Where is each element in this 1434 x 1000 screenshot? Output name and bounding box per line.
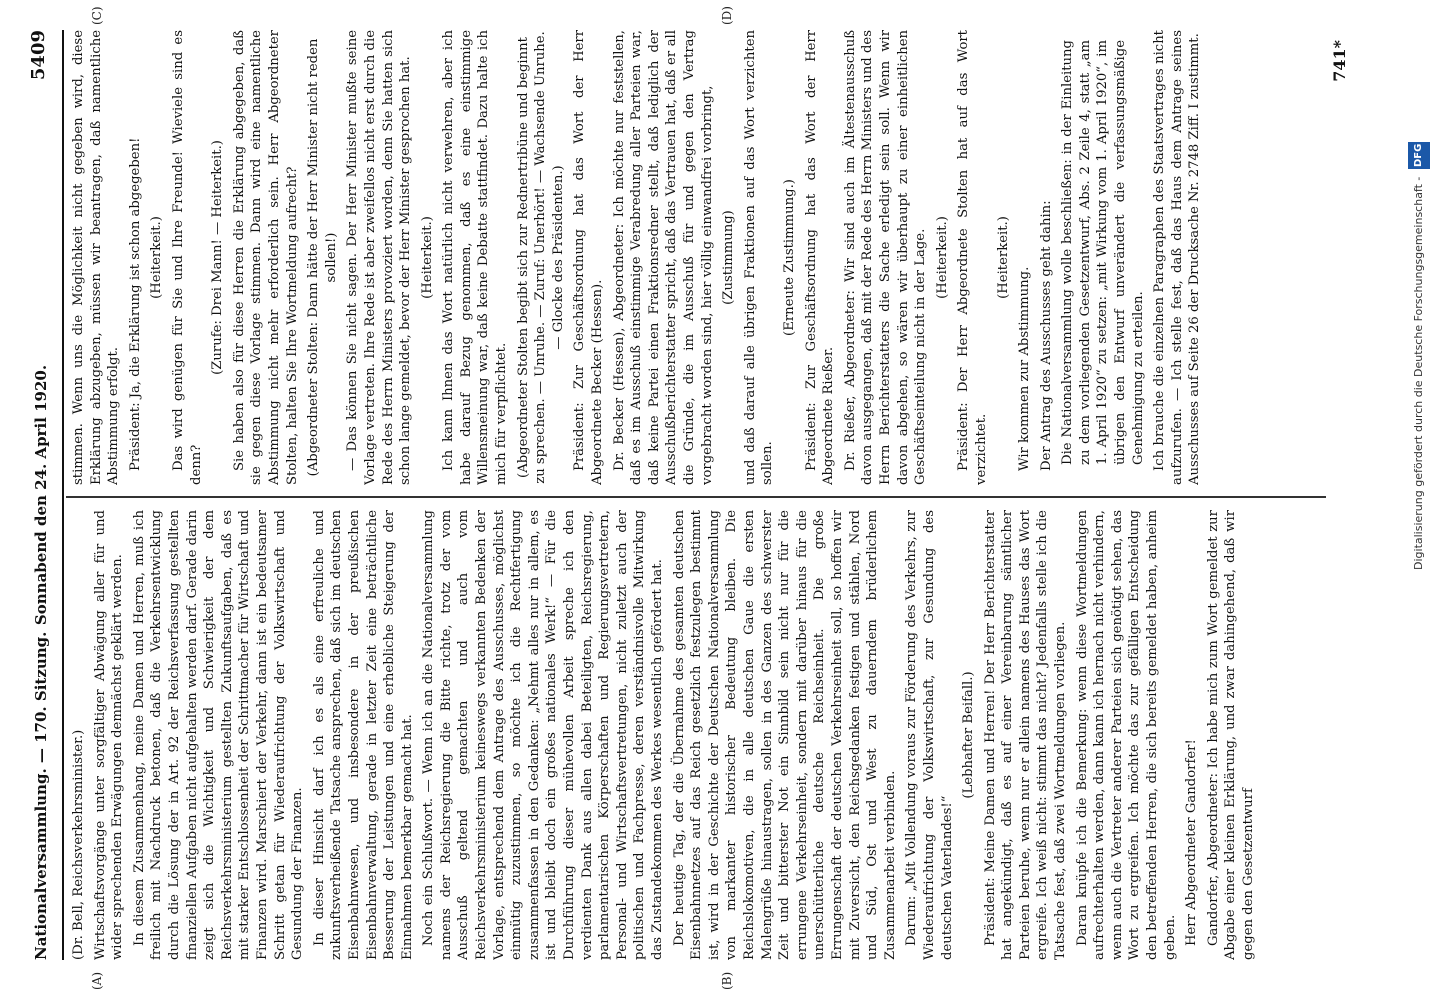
paragraph: Dr. Becker (Hessen), Abgeordneter: Ich möchte nur feststellen, daß es im Ausschuß einstimmige Verabredung aller Parteien war, daß keine Partei einen Fraktionsredner stellt, daß lediglich der Ausschußberichterstatter spricht, daß das Vertrauen hat, daß er all die Gründe, die im Ausschuß für und gegen den Vertrag vorgebracht worden sind, hier völlig einwandfrei vorbringt, [611,30,715,485]
paragraph: Ich brauche die einzelnen Paragraphen des Staatsvertrages nicht aufzurufen. — Ich stelle fest, daß das Haus dem Antrage seines Ausschusses auf Seite 26 der Drucksache Nr. 2748 Ziff. I zustimmt. [1152,30,1203,485]
header-left: Nationalversammlung. — 170. Sitzung. [32,631,50,960]
stage-direction: (Heiterkeit.) [149,216,165,299]
page-header [22,30,62,960]
digitization-note [1408,10,1428,570]
stage-direction: (Zurufe: Drei Mann! — Heiterkeit.) [210,140,226,375]
paragraph: Wir kommen zur Abstimmung. [1017,266,1033,471]
paragraph: Dr. Rießer, Abgeordneter: Wir sind auch im Ältestenausschuß davon ausgegangen, daß mit der Rede des Herrn Ministers und des Herrn Berichterstatters die Sache erledigt sein soll. Wenn wir davon abgehen, so wären wir überhaupt zu einer einheitlichen Geschäftseinteilung nicht in der Lage. [842,30,929,485]
paragraph: Sie haben also für diese Herren die Erklärung abgegeben, daß sie gegen diese Vorlage stimmen. Dann wird eine namentliche Abstimmung nicht mehr erforderlich sein. Herr Abgeordneter Stolten, halten Sie Ihre Wortmeldung aufrecht? [231,30,300,485]
page-signature: 741* [1330,40,1349,82]
paragraph: Gandorfer, Abgeordneter: Ich habe mich zum Wort gemeldet zur Abgabe einer kleinen Erklärung, und zwar dahingehend, daß wir gegen den Gesetzentwurf [1205,510,1256,960]
paragraph: — Das können Sie nicht sagen. Der Herr Minister mußte seine Vorlage vertreten. Ihre Rede ist aber zweifellos nicht erst durch die Rede des Herrn Ministers provoziert worden, denn Sie hatten sich schon lange gemeldet, bevor der Herr Minister gesprochen hat. [345,30,414,485]
paragraph: Präsident: Der Herr Abgeordnete Stolten hat auf das Wort verzichtet. [956,30,989,485]
right-column [70,30,1320,485]
paragraph: Der heutige Tag, der die Übernahme des gesamten deutschen Eisenbahnnetzes auf das Reich gesetzlich festzulegen bestimmt ist, wird in der Geschichte der Deutschen Nationalversammlung von markanter historischer Bedeutung bleiben. Die Reichslokomotiven, die in alle deutschen Gaue die ersten Malengrüße hinaustragen, sollen in des Ganzen des schwerster Zeit und bitterster Not ein Sinnbild sein nicht nur für die errungene Verkehrseinheit, sondern mit darüber hinaus für die unerschütterliche deutsche Reichseinheit. Die große Errungenschaft der deutschen Verkehrseinheit soll, so hoffen wir mit Zuversicht, den Reichsgedanken festigen und stählen, Nord und Süd, Ost und West zu dauerndem brüderlichem Zusammenarbeit verbinden. [671,510,898,960]
margin-mark-c: (C) [90,6,104,25]
stage-direction: (Erneute Zustimmung.) [781,179,797,336]
paragraph: und daß darauf alle übrigen Fraktionen auf das Wort verzichten sollen. [742,30,776,485]
dfg-badge: DFG [1408,142,1430,169]
column-divider [66,497,1326,499]
left-column [70,510,1320,960]
stage-direction: (Abgeordneter Stolten: Dann hätte der Herr Minister nicht reden sollen!) [306,38,339,477]
page-number: 5409 [28,30,49,81]
stage-direction: (Zustimmung) [721,210,737,305]
paragraph: Präsident: Zur Geschäftsordnung hat das Wort der Herr Abgeordnete Rießer. [803,30,837,485]
digitization-text: Digitalisierung gefördert durch die Deutsche Forschungsgemeinschaft - [1412,176,1425,570]
header-rule [62,30,64,960]
paragraph: Präsident: Meine Damen und Herren! Der Herr Berichterstatter hat angekündigt, daß es auf einer Vereinbarung sämtlicher Parteien beruhe, wenn nur er allein namens des Hauses das Wort ergreife. Ich weiß nicht: stimmt das nicht? Jedenfalls stelle ich die Tatsache fest, daß zwei Wortmeldungen vorliegen. [982,510,1069,960]
paragraph: Darum: „Mit Vollendung voraus zur Förderung des Verkehrs, zur Wiederaufrichtung der Volkswirtschaft, zur Gesundung des deutschen Vaterlandes!“ [904,510,955,960]
margin-mark-b: (B) [720,971,734,990]
speaker-note: (Dr. Bell, Reichsverkehrsminister.) [71,729,86,960]
stage-direction: (Lebhafter Beifall.) [961,671,977,799]
paragraph: Präsident: Ja, die Erklärung ist schon abgegeben! [127,137,143,471]
motion-text: Die Nationalversammlung wolle beschließen: in der Einleitung zu dem vorliegenden Gesetzentwurf, Abs. 2 Zeile 4, statt „am 1. April 1920“ zu setzen: „mit Wirkung vom 1. April 1920“, im übrigen den Entwurf unverändert die verfassungsmäßige Genehmigung zu erteilen. [1060,40,1146,465]
paragraph: Daran knüpfe ich die Bemerkung: wenn diese Wortmeldungen aufrechterhalten werden, dann kann ich hernach nicht verhindern, wenn auch die Vertreter anderer Parteien sich genötigt sehen, das Wort zu ergreifen. Ich möchte das zur gefälligen Entscheidung den betreffenden Herren, die sich bereits gemeldet haben, anheim geben. [1074,510,1178,960]
paragraph: Noch ein Schlußwort. — Wenn ich an die Nationalversammlung namens der Reichsregierung die Bitte richte, trotz der vom Ausschuß geltend gemachten und auch vom Reichsverkehrsministerium keineswegs verkannten Bedenken der Vorlage, entsprechend dem Antrage des Ausschusses, möglichst einmütig zuzustimmen, so möchte ich die Rechtfertigung zusammenfassen in den Gedanken: „Nehmt alles nur in allem, es ist und bleibt doch ein großes nationales Werk!“ — Für die Durchführung dieser mühevollen Arbeit spreche ich den verdienten Dank aus allen dabei Beteiligten, Reichsregierung, parlamentarischen Körperschaften und Regierungsvertretern, Personal- und Wirtschaftsvertretungen, nicht zuletzt auch der politischen und Fachpresse, deren verständnisvolle Mitwirkung das Zustandekommen des Werkes wesentlich gefördert hat. [421,510,665,960]
stage-direction: (Heiterkeit.) [419,216,435,299]
paragraph: stimmen. Wenn uns die Möglichkeit nicht gegeben wird, diese Erklärung abzugeben, müssen wir beantragen, daß namentliche Abstimmung erfolgt. [71,30,122,485]
paragraph: In diesem Zusammenhang, meine Damen und Herren, muß ich freilich mit Nachdruck betonen, daß die Verkehrsentwicklung durch die Lösung der in Art. 92 der Reichsverfassung gestellten finanziellen Aufgaben nicht aufgehalten werden darf. Gerade darin zeigt sich die Wichtigkeit und Schwierigkeit der dem Reichsverkehrsministerium gestellten Zukunftsaufgaben, daß es mit starker Entschlossenheit der Schrittmacher für Wirtschaft und Finanzen wird. Marschiert der Verkehr, dann ist ein bedeutsamer Schritt getan für Wiederaufrichtung der Volkswirtschaft und Gesundung der Finanzen. [131,510,306,960]
stage-direction: (Heiterkeit.) [995,216,1011,299]
header-date: Sonnabend den 24. April 1920. [32,364,50,626]
paragraph: Der Antrag des Ausschusses geht dahin: [1038,200,1054,471]
paragraph: Ich kann Ihnen das Wort natürlich nicht verwehren, aber ich habe darauf Bezug genommen, daß es eine einstimmige Willensmeinung war, daß keine Debatte stattfindet. Dazu halte ich mich für verpflichtet. [441,30,510,485]
paragraph: Präsident: Zur Geschäftsordnung hat das Wort der Herr Abgeordnete Becker (Hessen). [572,30,606,485]
margin-mark-d: (D) [720,6,734,25]
paragraph: Herr Abgeordneter Gandorfer! [1184,739,1200,946]
stage-direction: (Abgeordneter Stolten begibt sich zur Rednertribüne und beginnt zu sprechen. — Unruhe. — Zuruf: Unerhört! — Wachsende Unruhe. — Glocke des Präsidenten.) [515,31,566,484]
stage-direction: (Heiterkeit.) [934,216,950,299]
paragraph: Wirtschaftsvorgänge unter sorgfältiger Abwägung aller für und wider sprechenden Erwägungen demnächst geklärt werden. [92,510,126,960]
paragraph: Das wird genügen für Sie und Ihre Freunde! Wieviele sind es denn? [170,30,204,485]
paragraph: In dieser Hinsicht darf ich es als eine erfreuliche und zukunftsverheißende Tatsache ansprechen, daß sich im deutschen Eisenbahnwesen, und insbesondere in der preußischen Eisenbahnverwaltung, gerade in letzter Zeit eine beträchtliche Besserung der Leistungen und eine erhebliche Steigerung der Einnahmen bemerkbar gemacht hat. [311,510,415,960]
margin-mark-a: (A) [90,971,104,990]
